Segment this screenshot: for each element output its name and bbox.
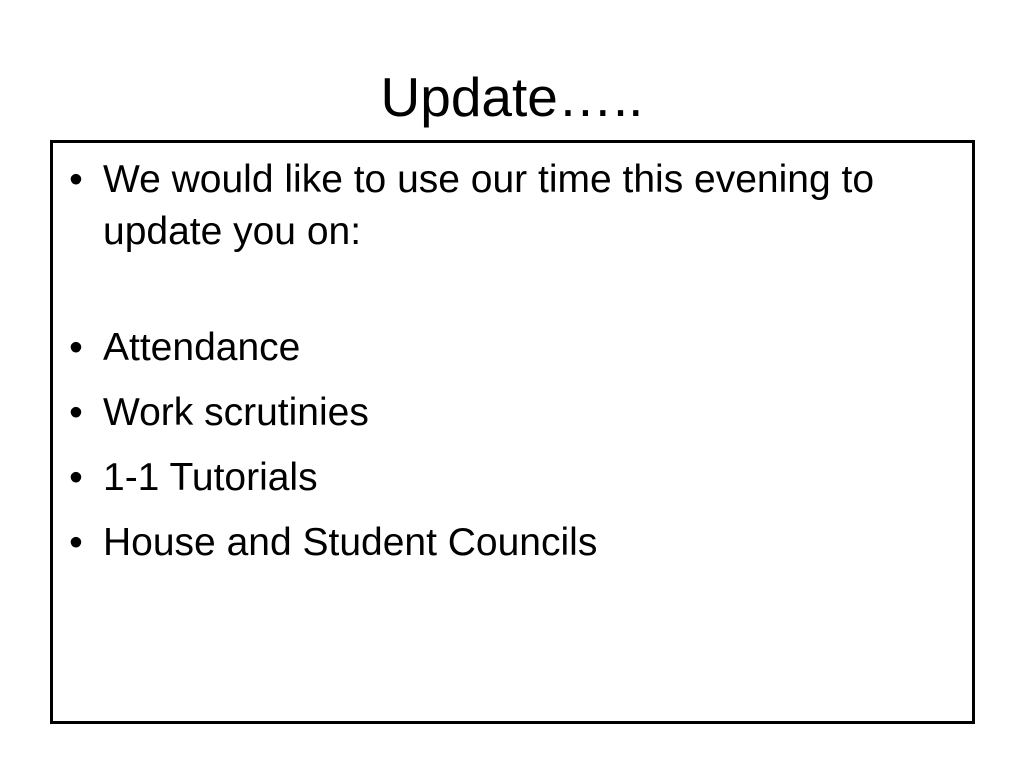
bullet-item-tutorials (53, 452, 972, 504)
bullet-item-intro (53, 154, 972, 258)
bullet-icon: • (69, 521, 83, 564)
slide-title: Update….. (380, 66, 644, 128)
bullet-item-work-scrutinies (53, 387, 972, 439)
bullet-text: 1-1 Tutorials (103, 456, 318, 499)
bullet-text: Work scrutinies (103, 391, 369, 434)
bullet-text: Attendance (103, 326, 301, 369)
bullet-item-attendance (53, 322, 972, 374)
bullet-text: House and Student Councils (103, 521, 598, 564)
content-box (50, 140, 975, 724)
bullet-item-councils (53, 517, 972, 569)
bullet-icon: • (69, 391, 83, 434)
bullet-icon: • (69, 456, 83, 499)
bullet-icon: • (69, 158, 83, 201)
bullet-text: We would like to use our time this evening to update you on: (103, 158, 875, 253)
bullet-list (53, 143, 972, 569)
bullet-icon: • (69, 326, 83, 369)
